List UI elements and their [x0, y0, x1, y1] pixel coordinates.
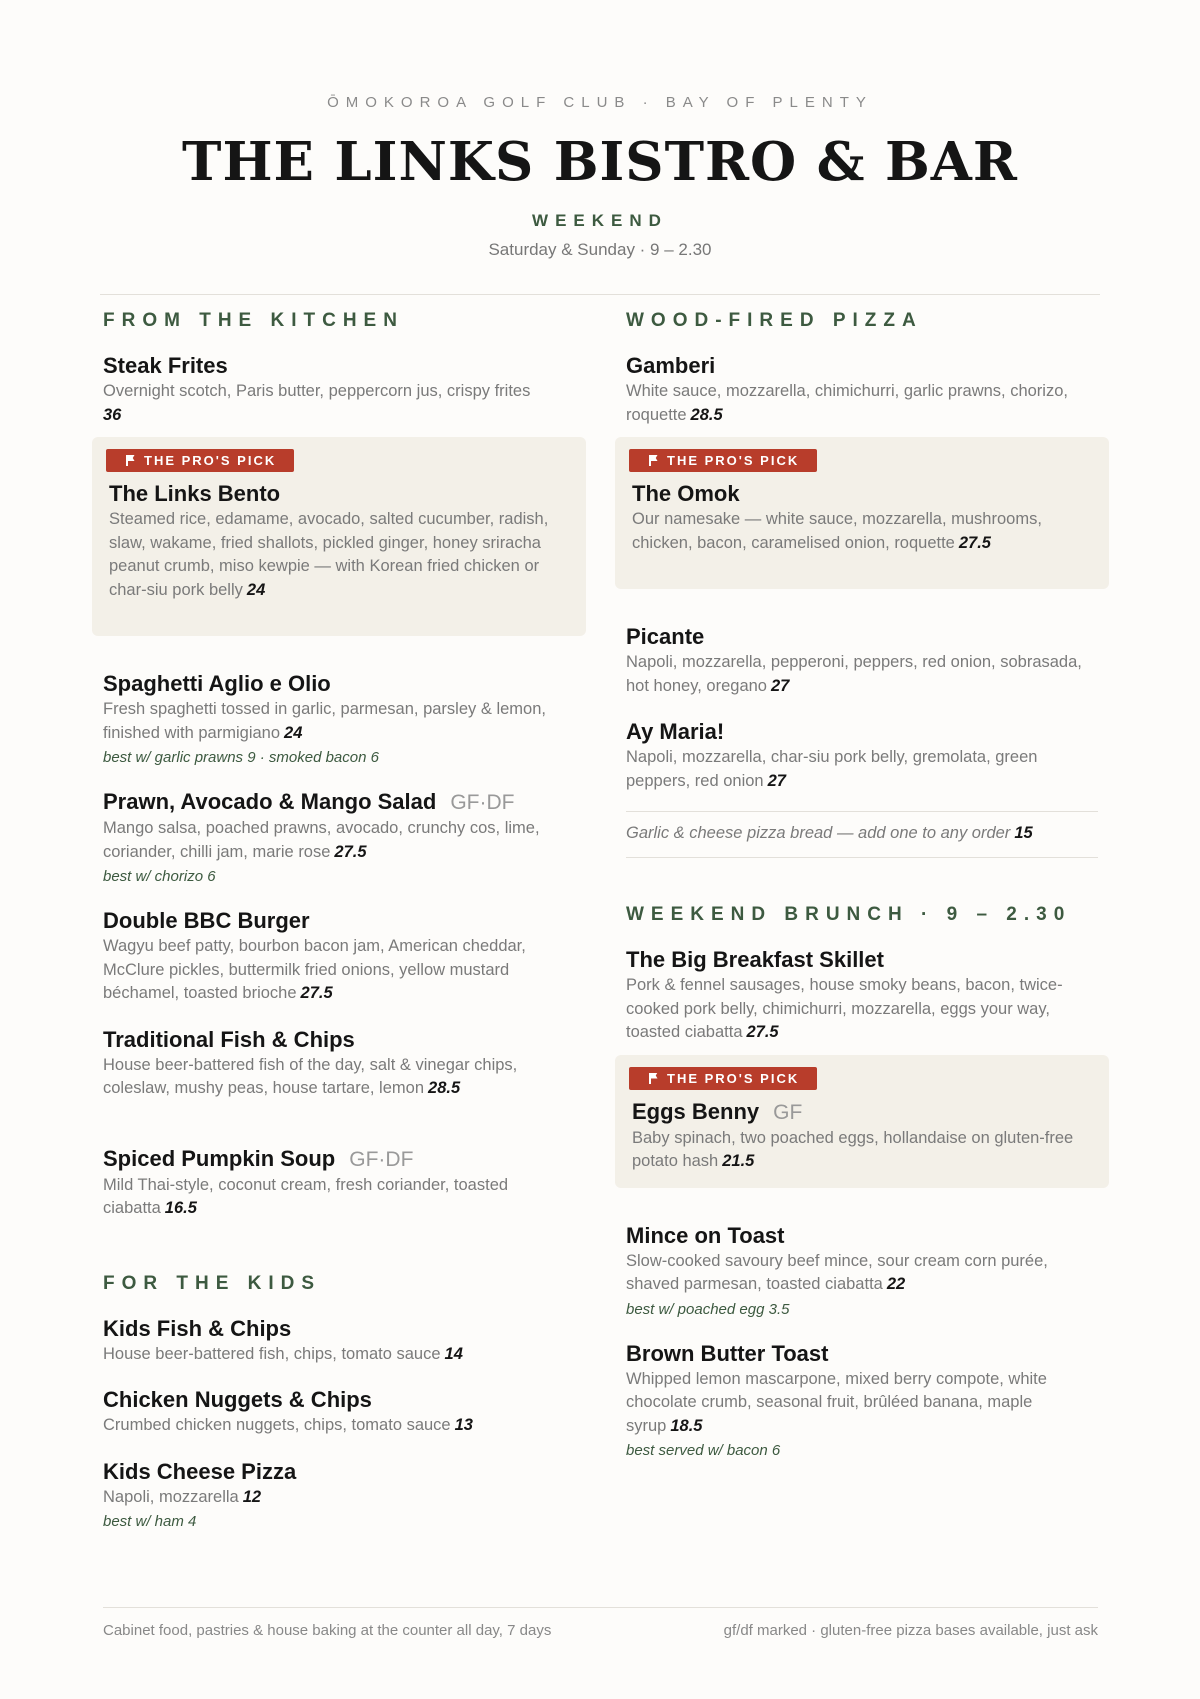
item-price: 13 [454, 1416, 473, 1434]
item-price: 27 [770, 676, 790, 695]
menu-item-mince-toast [626, 1222, 1098, 1320]
item-suggestion: best w/ garlic prawns 9 · smoked bacon 6 [103, 749, 379, 766]
item-description: House beer-battered fish, chips, tomato sauce 14 [103, 1344, 463, 1363]
item-suggestion: best w/ ham 4 [103, 1513, 197, 1530]
menu-item-fish-chips [103, 1026, 575, 1101]
item-price: 21.5 [722, 1152, 755, 1170]
footer-note-dietary: gf/df marked · gluten-free pizza bases available, just ask [723, 1622, 1098, 1639]
pros-pick-badge: THE PRO'S PICK [629, 449, 817, 472]
item-description: Steamed rice, edamame, avocado, salted cucumber, radish, slaw, wakame, fried shallots, pickled ginger, honey sriracha peanut crumb, miso kewpie — with Korean fried chicken or char-siu pork belly 24 [109, 510, 549, 599]
pros-pick-badge: THE PRO'S PICK [106, 449, 294, 472]
footer [103, 1622, 1098, 1639]
item-price: 22 [886, 1275, 906, 1293]
item-description: White sauce, mozzarella, chimichurri, garlic prawns, chorizo, roquette 28.5 [626, 382, 1068, 424]
item-price: 27 [767, 771, 786, 790]
item-name: Eggs Benny GF [632, 1098, 803, 1124]
opening-hours: Saturday & Sunday · 9 – 2.30 [488, 240, 712, 259]
item-name: Steak Frites [103, 353, 228, 378]
menu-item-spaghetti [103, 670, 575, 768]
item-price: 27.5 [958, 533, 991, 552]
item-price: 24 [246, 580, 266, 599]
item-suggestion: best w/ poached egg 3.5 [626, 1300, 790, 1318]
venue-name: ŌMOKOROA GOLF CLUB · BAY OF PLENTY [327, 94, 873, 111]
item-name: Mince on Toast [626, 1222, 785, 1248]
item-description: Napoli, mozzarella 12 [103, 1487, 262, 1506]
item-price: 28.5 [428, 1079, 461, 1097]
menu-item-kids-fish [103, 1315, 575, 1367]
item-description: House beer-battered fish of the day, salt & vinegar chips, coleslaw, mushy peas, house tartare, lemon 28.5 [103, 1055, 518, 1097]
item-name: Gamberi [626, 353, 716, 378]
item-description: Slow-cooked savoury beef mince, sour cream corn purée, shaved parmesan, toasted ciabatta 22 [626, 1251, 1048, 1293]
item-name: The Omok [632, 481, 740, 506]
item-price: 15 [1014, 824, 1033, 842]
item-description: Whipped lemon mascarpone, mixed berry compote, white chocolate crumb, seasonal fruit, brûléed banana, maple syrup 18.5 [626, 1369, 1047, 1435]
flag-icon [649, 455, 659, 466]
header-divider [100, 294, 1100, 295]
dietary-tag: GF·DF [349, 1147, 414, 1171]
footer-note-cabinet: Cabinet food, pastries & house baking at the counter all day, 7 days [103, 1622, 552, 1639]
item-description: Baby spinach, two poached eggs, hollandaise on gluten-free potato hash 21.5 [632, 1128, 1074, 1170]
menu-item-kids-nuggets [103, 1386, 575, 1438]
menu-item-pumpkin-soup [103, 1145, 575, 1221]
item-suggestion: best w/ chorizo 6 [103, 868, 216, 885]
menu-item-breakfast-skillet [626, 946, 1098, 1045]
item-name: Spaghetti Aglio e Olio [103, 671, 331, 696]
featured-box-omok [615, 437, 1109, 589]
item-suggestion: best served w/ bacon 6 [626, 1442, 781, 1459]
item-price: 24 [284, 723, 303, 742]
menu-item-omok [632, 480, 1092, 555]
section-title-kids: FOR THE KIDS [103, 1272, 322, 1294]
menu-header [0, 0, 1200, 295]
item-name: Kids Cheese Pizza [103, 1458, 297, 1484]
menu-item-gamberi [626, 352, 1098, 427]
right-column [626, 310, 1098, 1532]
item-description: Napoli, mozzarella, pepperoni, peppers, red onion, sobrasada, hot honey, oregano 27 [626, 653, 1082, 695]
menu-name: WEEKEND [532, 211, 668, 230]
section-title-kitchen: FROM THE KITCHEN [103, 310, 404, 331]
menu-item-picante [626, 623, 1098, 698]
page-title: THE LINKS BISTRO & BAR [182, 131, 1018, 193]
item-description: Overnight scotch, Paris butter, peppercorn jus, crispy frites 36 [103, 380, 575, 427]
item-name: Double BBC Burger [103, 908, 310, 933]
flag-icon [126, 455, 136, 466]
footer-divider [103, 1607, 1098, 1608]
featured-box-benny [615, 1055, 1109, 1188]
menu-item-brown-butter-toast [626, 1340, 1098, 1462]
item-description: Pork & fennel sausages, house smoky beans, bacon, twice-cooked pork belly, chimichurri, mozzarella, eggs your way, toasted ciabatta 27.5 [626, 976, 1063, 1041]
menu-item-kids-pizza [103, 1458, 575, 1533]
dietary-tag: GF·DF [450, 791, 515, 814]
section-title-brunch: WEEKEND BRUNCH · 9 – 2.30 [626, 904, 1072, 925]
menu-columns [103, 310, 1098, 1532]
item-name: Traditional Fish & Chips [103, 1026, 355, 1052]
flag-icon [649, 1073, 659, 1084]
item-description: Napoli, mozzarella, char-siu pork belly, gremolata, green peppers, red onion 27 [626, 748, 1038, 790]
item-description: Fresh spaghetti tossed in garlic, parmesan, parsley & lemon, finished with parmigiano 24 [103, 700, 546, 742]
item-description: Crumbed chicken nuggets, chips, tomato sauce 13 [103, 1416, 473, 1434]
item-price: 16.5 [164, 1199, 197, 1217]
featured-box-bento [92, 437, 586, 636]
menu-item-eggs-benny [632, 1098, 1092, 1174]
item-name: Chicken Nuggets & Chips [103, 1387, 372, 1412]
item-price: 14 [444, 1344, 463, 1363]
item-name: Spiced Pumpkin Soup GF·DF [103, 1145, 414, 1171]
item-name: Picante [626, 624, 705, 649]
item-price: 27.5 [300, 984, 333, 1002]
dietary-tag: GF [773, 1100, 803, 1124]
item-description: Mango salsa, poached prawns, avocado, crunchy cos, lime, coriander, chilli jam, marie rose 27.5 [103, 819, 540, 861]
item-price: 27.5 [334, 842, 367, 861]
menu-item-links-bento [109, 480, 569, 602]
item-name: The Big Breakfast Skillet [626, 947, 884, 972]
item-price: 12 [242, 1487, 262, 1506]
item-description: Mild Thai-style, coconut cream, fresh coriander, toasted ciabatta 16.5 [103, 1175, 509, 1217]
item-price: 36 [103, 405, 122, 424]
item-name: Brown Butter Toast [626, 1340, 829, 1366]
item-description: Wagyu beef patty, bourbon bacon jam, American cheddar, McClure pickles, buttermilk fried onions, yellow mustard béchamel, toasted brioche 27.5 [103, 937, 526, 1002]
item-price: 28.5 [690, 405, 723, 424]
pros-pick-badge: THE PRO'S PICK [629, 1067, 817, 1090]
pizza-bread-addon: Garlic & cheese pizza bread — add one to any order 15 [626, 824, 1033, 842]
section-title-pizza: WOOD-FIRED PIZZA [626, 310, 923, 331]
menu-item-steak-frites [103, 352, 575, 427]
item-price: 27.5 [746, 1023, 779, 1041]
menu-item-ay-maria [626, 718, 1098, 793]
divider [626, 857, 1098, 858]
item-name: Ay Maria! [626, 719, 725, 744]
item-name: Prawn, Avocado & Mango Salad GF·DF [103, 789, 515, 814]
item-description: Our namesake — white sauce, mozzarella, mushrooms, chicken, bacon, caramelised onion, roquette 27.5 [632, 510, 1042, 552]
left-column [103, 310, 575, 1532]
item-name: The Links Bento [109, 481, 281, 506]
item-price: 18.5 [670, 1416, 703, 1435]
menu-item-burger [103, 907, 575, 1006]
menu-item-prawn-salad [103, 788, 575, 887]
item-name: Kids Fish & Chips [103, 1315, 292, 1341]
